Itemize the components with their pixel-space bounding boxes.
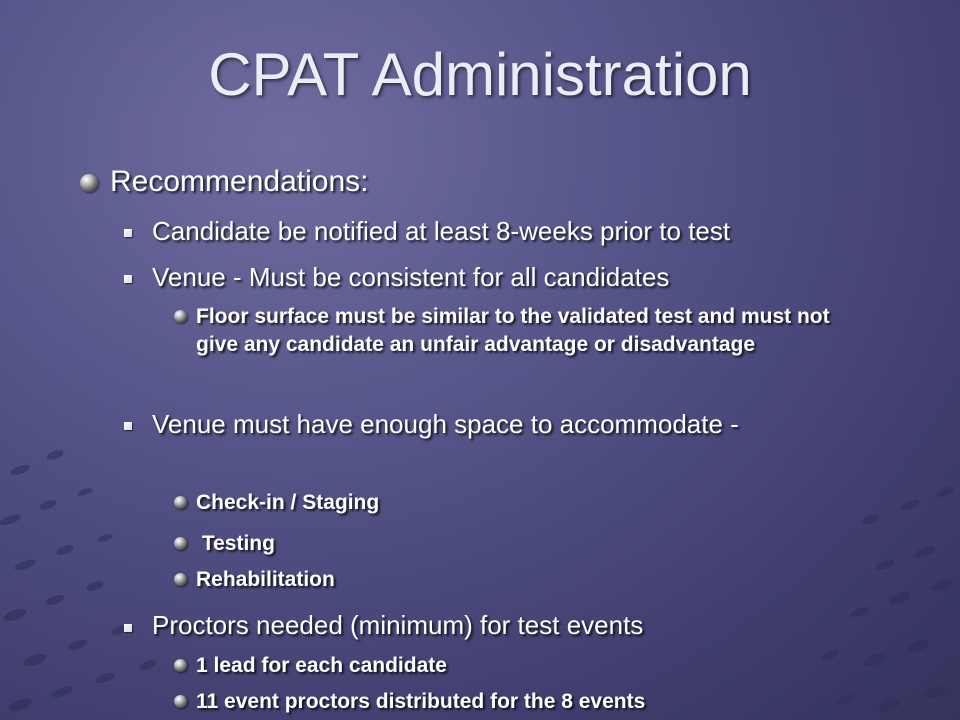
orb-bullet-icon xyxy=(174,573,187,586)
sub-list-item: Check-in / Staging xyxy=(196,491,380,514)
sub-list-item: Rehabilitation xyxy=(196,568,335,591)
slide-title: CPAT Administration xyxy=(208,41,752,108)
list-item: Candidate be notified at least 8-weeks prior to test xyxy=(152,216,731,246)
orb-bullet-icon xyxy=(174,695,187,708)
sub-list-item: 11 event proctors distributed for the 8 events xyxy=(196,690,646,713)
sub-list-item: 1 lead for each candidate xyxy=(196,654,447,677)
sub-list-item: Testing xyxy=(196,532,275,555)
orb-bullet-icon xyxy=(174,496,187,509)
square-bullet-icon xyxy=(124,275,132,283)
list-item: Venue must have enough space to accommodate - xyxy=(152,409,739,439)
orb-bullet-icon xyxy=(80,174,98,192)
square-bullet-icon xyxy=(124,229,132,237)
recommendations-heading: Recommendations: xyxy=(110,165,369,198)
square-bullet-icon xyxy=(124,422,132,430)
orb-bullet-icon xyxy=(174,659,187,672)
list-item: Venue - Must be consistent for all candidates xyxy=(152,262,670,292)
orb-bullet-icon xyxy=(174,537,187,550)
sub-list-item: Floor surface must be similar to the validated test and must not give any candidate an unfair advantage or disadvantage xyxy=(196,305,830,356)
square-bullet-icon xyxy=(124,624,132,632)
list-item: Proctors needed (minimum) for test events xyxy=(152,610,644,640)
orb-bullet-icon xyxy=(174,310,187,323)
